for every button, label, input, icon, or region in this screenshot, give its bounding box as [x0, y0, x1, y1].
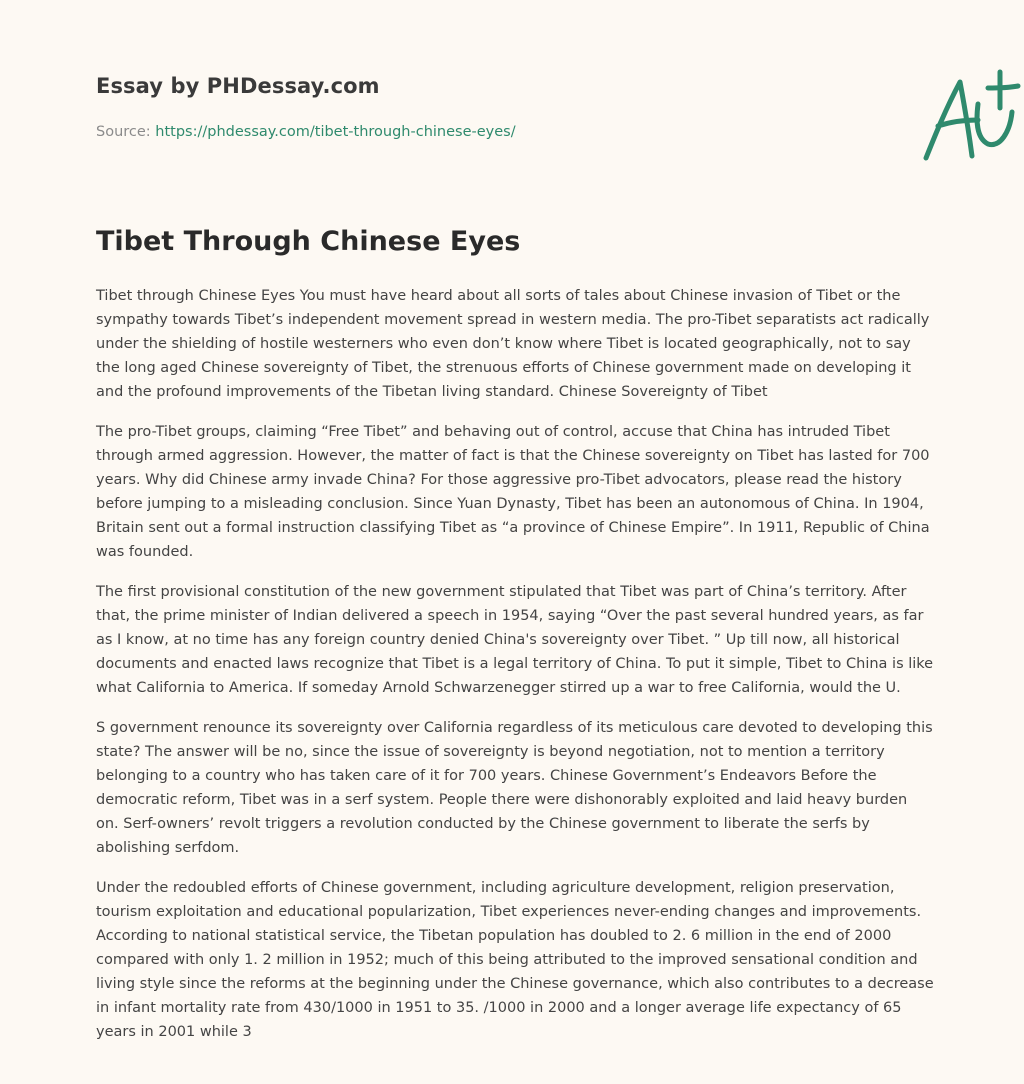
source-line: [96, 124, 516, 140]
a-plus-logo-icon: [916, 68, 1024, 166]
site-brand: Essay by PHDessay.com: [96, 74, 380, 98]
essay-title: Tibet Through Chinese Eyes: [96, 226, 521, 257]
essay-paragraph: S government renounce its sovereignty over California regardless of its meticulous care devoted to developing this state? The answer will be no, since the issue of sovereignty is beyond negotiation, not to mention a territory belonging to a country who has taken care of it for 700 years. Chinese Government’s Endeavors Before the democratic reform, Tibet was in a serf system. People there were dishonorably exploited and laid heavy burden on. Serf-owners’ revolt triggers a revolution conducted by the Chinese government to liberate the serfs by abolishing serfdom.: [96, 720, 933, 856]
essay-paragraph: The first provisional constitution of the new government stipulated that Tibet was part of China’s territory. After that, the prime minister of Indian delivered a speech in 1954, saying “Over the past several hundred years, as far as I know, at no time has any foreign country denied China's sovereignty over Tibet. ” Up till now, all historical documents and enacted laws recognize that Tibet is a legal territory of China. To put it simple, Tibet to China is like what California to America. If someday Arnold Schwarzenegger stirred up a war to free California, would the U.: [96, 584, 934, 696]
source-label: Source:: [96, 124, 151, 140]
essay-body: [96, 284, 934, 1060]
essay-paragraph: Under the redoubled efforts of Chinese government, including agriculture development, religion preservation, tourism exploitation and educational popularization, Tibet experiences never-ending changes and improvements. According to national statistical service, the Tibetan population has doubled to 2. 6 million in the end of 2000 compared with only 1. 2 million in 1952; much of this being attributed to the improved sensational condition and living style since the reforms at the beginning under the Chinese governance, which also contributes to a decrease in infant mortality rate from 430/1000 in 1951 to 35. /1000 in 2000 and a longer average life expectancy of 65 years in 2001 while 3: [96, 880, 934, 1040]
essay-paragraph: Tibet through Chinese Eyes You must have heard about all sorts of tales about Chinese invasion of Tibet or the sympathy towards Tibet’s independent movement spread in western media. The pro-Tibet separatists act radically under the shielding of hostile westerners who even don’t know where Tibet is located geographically, not to say the long aged Chinese sovereignty of Tibet, the strenuous efforts of Chinese government made on developing it and the profound improvements of the Tibetan living standard. Chinese Sovereignty of Tibet: [96, 288, 930, 400]
source-link[interactable]: https://phdessay.com/tibet-through-chinese-eyes/: [155, 124, 516, 140]
essay-paragraph: The pro-Tibet groups, claiming “Free Tibet” and behaving out of control, accuse that China has intruded Tibet through armed aggression. However, the matter of fact is that the Chinese sovereignty on Tibet has lasted for 700 years. Why did Chinese army invade China? For those aggressive pro-Tibet advocators, please read the history before jumping to a misleading conclusion. Since Yuan Dynasty, Tibet has been an autonomous of China. In 1904, Britain sent out a formal instruction classifying Tibet as “a province of Chinese Empire”. In 1911, Republic of China was founded.: [96, 424, 930, 560]
